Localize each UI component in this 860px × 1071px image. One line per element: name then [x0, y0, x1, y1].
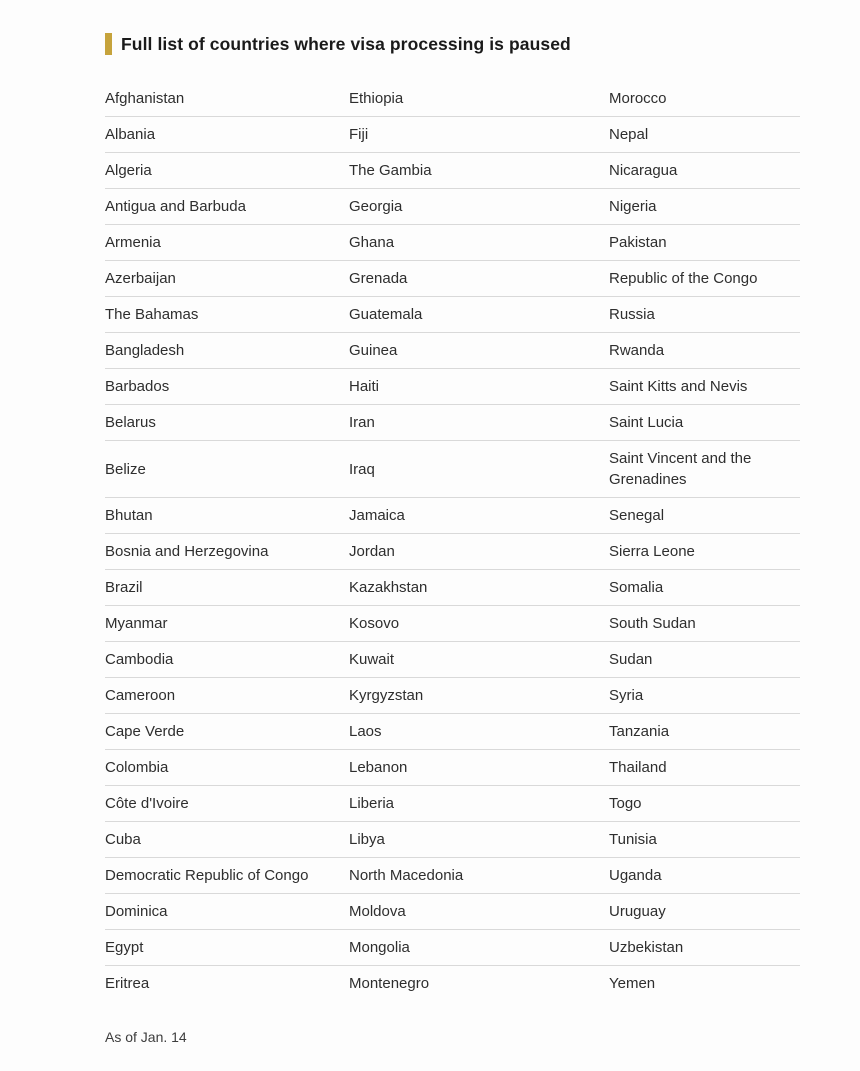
country-cell: Bhutan: [105, 507, 153, 524]
country-cell: Guinea: [349, 342, 398, 359]
country-cell: Morocco: [609, 90, 667, 107]
country-cell: Barbados: [105, 378, 170, 395]
country-cell: Syria: [609, 687, 644, 704]
country-cell: Moldova: [349, 903, 406, 920]
country-cell: Egypt: [105, 939, 144, 956]
country-cell: Saint Kitts and Nevis: [609, 378, 748, 395]
table-row: [105, 606, 800, 642]
headline: [105, 33, 800, 55]
country-cell: Mongolia: [349, 939, 410, 956]
country-cell: Bangladesh: [105, 342, 185, 359]
table-row: [105, 117, 800, 153]
country-cell: Kuwait: [349, 651, 395, 668]
country-cell: Guatemala: [349, 306, 423, 323]
country-cell: Sierra Leone: [609, 543, 695, 560]
table-row: [105, 822, 800, 858]
table-row: [105, 714, 800, 750]
country-cell: South Sudan: [609, 615, 696, 632]
country-cell: Republic of the Congo: [609, 270, 758, 287]
country-cell: Cambodia: [105, 651, 174, 668]
table-row: [105, 498, 800, 534]
table-row: [105, 81, 800, 117]
country-cell: Uzbekistan: [609, 939, 684, 956]
country-cell: Nepal: [609, 126, 649, 143]
country-cell: Haiti: [349, 378, 380, 395]
country-cell: Brazil: [105, 579, 143, 596]
table-row: [105, 894, 800, 930]
table-row: [105, 369, 800, 405]
table-row: [105, 930, 800, 966]
table-row: [105, 261, 800, 297]
country-cell: Uruguay: [609, 903, 666, 920]
table-row: [105, 333, 800, 369]
country-cell: Cape Verde: [105, 723, 185, 740]
country-cell: Dominica: [105, 903, 168, 920]
country-cell: Algeria: [105, 162, 152, 179]
country-cell: Ethiopia: [349, 90, 404, 107]
country-cell: Antigua and Barbuda: [105, 198, 246, 215]
country-cell: Pakistan: [609, 234, 667, 251]
country-cell: Tanzania: [609, 723, 670, 740]
country-cell: Lebanon: [349, 759, 408, 776]
country-cell: North Macedonia: [349, 867, 464, 884]
country-cell: Belarus: [105, 414, 156, 431]
table-row: [105, 189, 800, 225]
country-cell: Côte d'Ivoire: [105, 795, 189, 812]
country-cell: Togo: [609, 795, 642, 812]
table-row: [105, 441, 800, 498]
table-row: [105, 153, 800, 189]
country-cell: Russia: [609, 306, 655, 323]
country-cell: Montenegro: [349, 975, 430, 992]
country-cell: Grenada: [349, 270, 408, 287]
country-cell: Saint Vincent and the Grenadines: [609, 450, 752, 488]
country-cell: Nicaragua: [609, 162, 678, 179]
country-cell: Fiji: [349, 126, 369, 143]
country-cell: Democratic Republic of Congo: [105, 867, 309, 884]
table-row: [105, 678, 800, 714]
country-cell: Laos: [349, 723, 382, 740]
country-cell: Jordan: [349, 543, 395, 560]
country-cell: Belize: [105, 460, 146, 478]
table-row: [105, 405, 800, 441]
country-cell: Armenia: [105, 234, 161, 251]
table-row: [105, 750, 800, 786]
country-table: [105, 81, 800, 1001]
table-row: [105, 858, 800, 894]
country-cell: Senegal: [609, 507, 665, 524]
country-cell: Iraq: [349, 460, 375, 478]
country-cell: Albania: [105, 126, 156, 143]
headline-accent-bar: [105, 33, 112, 55]
table-row: [105, 534, 800, 570]
country-cell: Somalia: [609, 579, 664, 596]
country-cell: The Gambia: [349, 162, 432, 179]
table-row: [105, 570, 800, 606]
country-cell: Thailand: [609, 759, 667, 776]
page-title: Full list of countries where visa processing is paused: [121, 33, 571, 54]
table-row: [105, 642, 800, 678]
country-cell: Kyrgyzstan: [349, 687, 424, 704]
country-cell: Cuba: [105, 831, 141, 848]
country-cell: Colombia: [105, 759, 169, 776]
country-cell: Yemen: [609, 975, 656, 992]
country-cell: Saint Lucia: [609, 414, 684, 431]
country-cell: Myanmar: [105, 615, 168, 632]
country-cell: Uganda: [609, 867, 662, 884]
country-cell: Jamaica: [349, 507, 405, 524]
country-cell: Nigeria: [609, 198, 657, 215]
country-cell: Kazakhstan: [349, 579, 428, 596]
table-row: [105, 225, 800, 261]
country-cell: Azerbaijan: [105, 270, 176, 287]
as-of-note: As of Jan. 14: [105, 1029, 187, 1045]
table-row: [105, 297, 800, 333]
country-cell: Kosovo: [349, 615, 400, 632]
country-cell: Liberia: [349, 795, 395, 812]
country-cell: The Bahamas: [105, 306, 199, 323]
country-cell: Eritrea: [105, 975, 150, 992]
country-cell: Afghanistan: [105, 90, 185, 107]
country-cell: Ghana: [349, 234, 395, 251]
country-cell: Bosnia and Herzegovina: [105, 543, 269, 560]
country-cell: Sudan: [609, 651, 653, 668]
country-cell: Libya: [349, 831, 385, 848]
country-cell: Tunisia: [609, 831, 657, 848]
country-cell: Iran: [349, 414, 375, 431]
country-cell: Georgia: [349, 198, 403, 215]
table-row: [105, 966, 800, 1001]
country-cell: Cameroon: [105, 687, 176, 704]
table-row: [105, 786, 800, 822]
country-cell: Rwanda: [609, 342, 665, 359]
